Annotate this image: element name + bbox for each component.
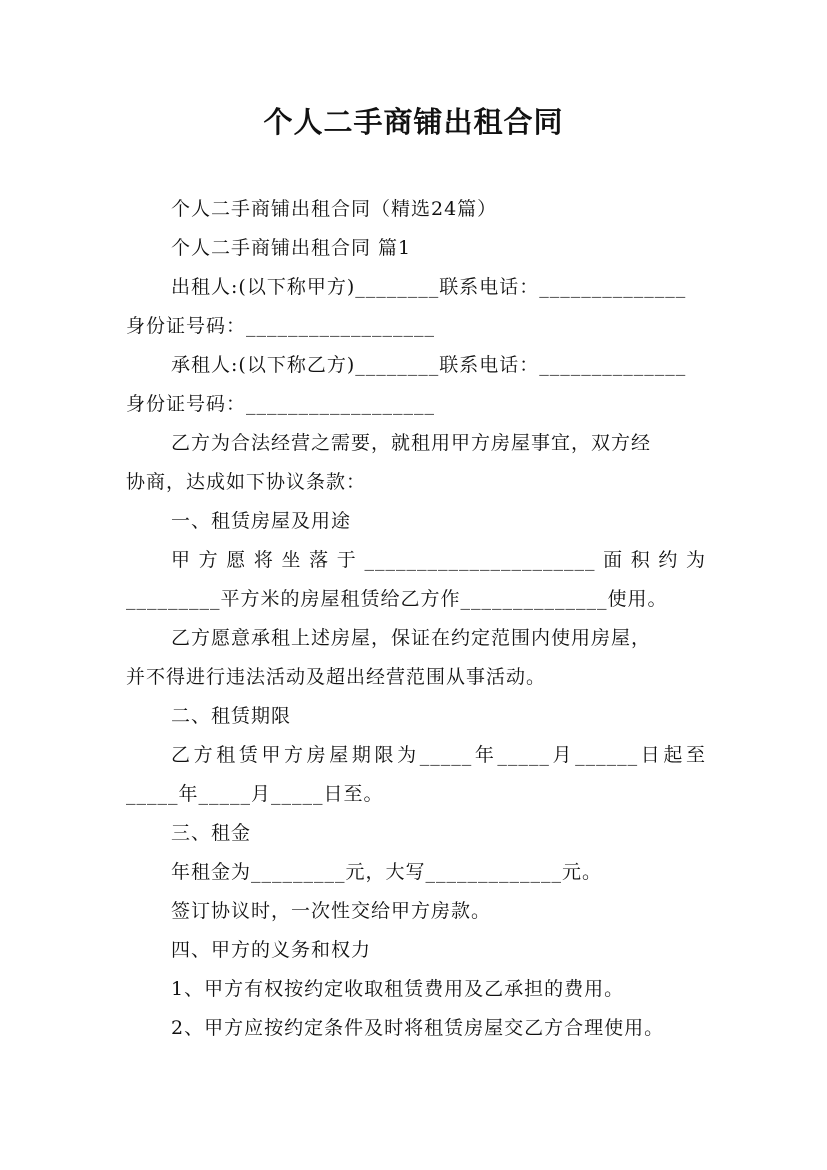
document-title: 个人二手商铺出租合同 — [263, 105, 564, 139]
paragraph-line: 个人二手商铺出租合同（精选24篇） — [171, 198, 498, 220]
paragraph-line: 年租金为_________元，大写_____________元。 — [171, 861, 603, 883]
paragraph-line: 承租人:(以下称乙方)________联系电话：______________ — [171, 354, 687, 376]
paragraph-line: _________平方米的房屋租赁给乙方作______________使用。 — [126, 588, 668, 610]
paragraph-line: 身份证号码：__________________ — [126, 393, 436, 415]
paragraph-line: 乙方租赁甲方房屋期限为_____年_____月______日起至 — [171, 744, 706, 766]
paragraph-line: 甲方愿将坐落于______________________面积约为 — [171, 549, 706, 571]
section-heading: 三、租金 — [171, 822, 252, 844]
paragraph-line: 并不得进行违法活动及超出经营范围从事活动。 — [126, 666, 547, 688]
paragraph-line: 乙方愿意承租上述房屋，保证在约定范围内使用房屋， — [171, 627, 652, 649]
section-heading: 四、甲方的义务和权力 — [171, 939, 372, 961]
section-heading: 二、租赁期限 — [171, 705, 292, 727]
paragraph-line: 身份证号码：__________________ — [126, 315, 436, 337]
document-body — [126, 190, 706, 1048]
paragraph-line: 乙方为合法经营之需要，就租用甲方房屋事宜，双方经 — [171, 432, 652, 454]
paragraph-line: 协商，达成如下协议条款： — [126, 471, 367, 493]
paragraph-line: 出租人:(以下称甲方)________联系电话：______________ — [171, 276, 687, 298]
paragraph-line: _____年_____月_____日至。 — [126, 783, 384, 805]
paragraph-line: 签订协议时，一次性交给甲方房款。 — [171, 900, 492, 922]
paragraph-line: 1、甲方有权按约定收取租赁费用及乙承担的费用。 — [171, 978, 625, 1000]
paragraph-line: 2、甲方应按约定条件及时将租赁房屋交乙方合理使用。 — [171, 1017, 665, 1039]
paragraph-line: 个人二手商铺出租合同 篇1 — [171, 237, 412, 259]
section-heading: 一、租赁房屋及用途 — [171, 510, 352, 532]
